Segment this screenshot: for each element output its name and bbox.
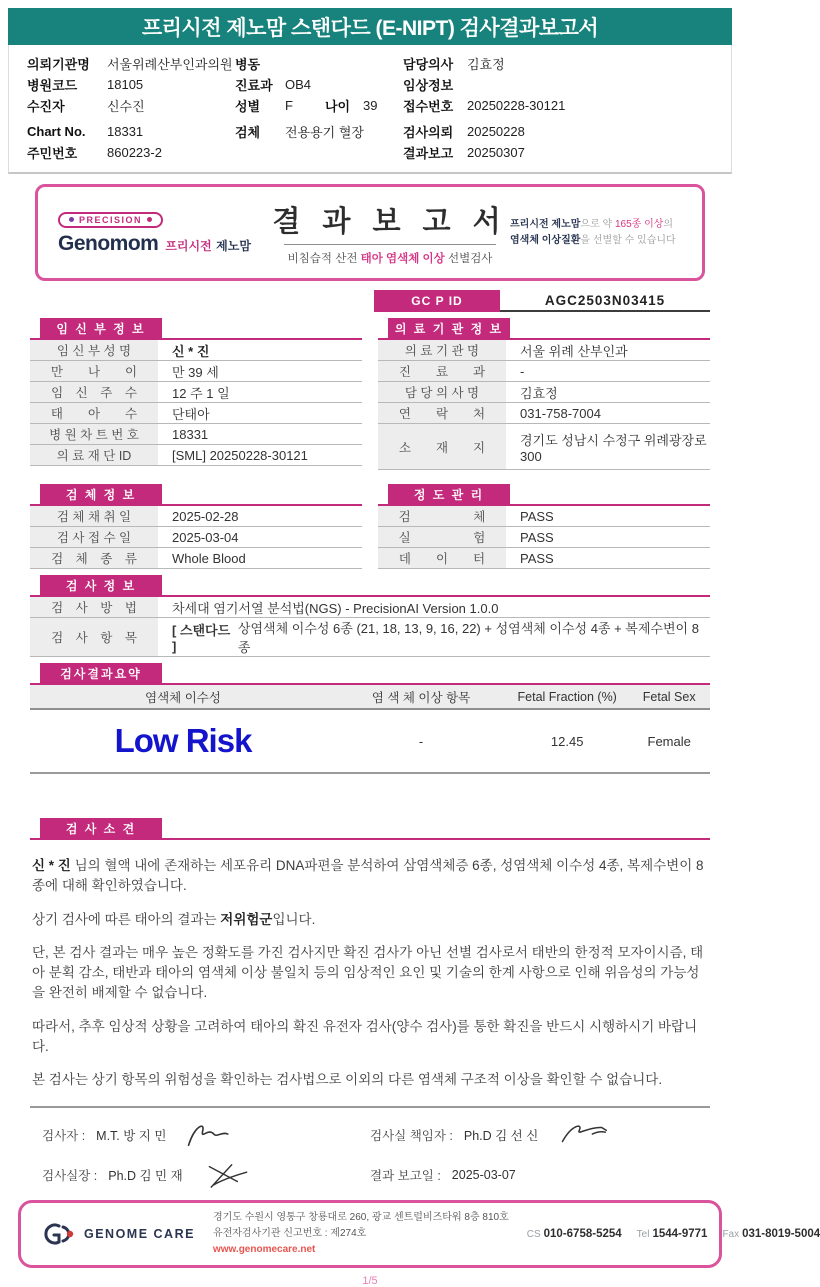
- info-row: 진 료 과 -: [378, 361, 710, 382]
- summary-col-header: Fetal Fraction (%): [517, 689, 617, 704]
- result-abnormal-item: -: [418, 733, 424, 749]
- field-value: OB4: [285, 77, 312, 92]
- badge-dot-icon: [69, 217, 74, 222]
- gcpid-value: AGC2503N03415: [500, 290, 710, 312]
- result-low-risk: Low Risk: [114, 722, 252, 759]
- field-label: 결과보고: [403, 146, 454, 161]
- field-label: 주민번호: [27, 146, 78, 161]
- section-chip: 검 사 정 보: [40, 575, 162, 595]
- footer-address: 경기도 수원시 영통구 창룡대로 260, 광교 센트럴비즈타워 8층 810호 유전자검사기관 신고번호 : 제274호 www.genomecare.net: [212, 1212, 509, 1256]
- section-chip: 임 신 부 정 보: [40, 318, 162, 338]
- signature-icon: [200, 1159, 256, 1191]
- footer-box: [18, 1200, 820, 1268]
- patient-info-panel: [8, 45, 732, 174]
- field-label: 의뢰기관명: [27, 57, 90, 72]
- summary-col-header: 염색체 이수성: [145, 690, 221, 705]
- summary-col-header: 염 색 체 이상 항목: [371, 690, 471, 705]
- result-fetal-fraction: 12.45: [550, 733, 584, 749]
- title-divider: [284, 244, 496, 245]
- footer-company-name: GENOME CARE: [84, 1227, 195, 1242]
- section-mother-info: [30, 312, 362, 470]
- info-row: 검 사 항 목 [ 스탠다드 ] 상염색체 이수성 6종 (21, 18, 13, 9, 16, 22) + 성염색체 이수성 4종 + 복제수변이 8종: [30, 618, 710, 657]
- info-row: 데 이 터 PASS: [378, 548, 710, 569]
- field-value: 20250307: [467, 145, 525, 160]
- info-row: 태 아 수 단태아: [30, 403, 362, 424]
- field-label: 접수번호: [403, 99, 454, 114]
- field-label: 진료과: [235, 78, 273, 93]
- info-row: 소 재 지 경기도 성남시 수정구 위례광장로 300: [378, 424, 710, 470]
- signature-director: 검사실 책임자 : Ph.D 김 선 신: [370, 1118, 698, 1152]
- summary-result-row: [30, 710, 710, 774]
- brand-name: Genomom: [58, 231, 159, 255]
- footer-website-link[interactable]: www.genomecare.net: [212, 1244, 316, 1256]
- genomecare-logo: [43, 1221, 195, 1247]
- info-row: 만 나 이 만 39 세: [30, 361, 362, 382]
- opinion-paragraph: 본 검사는 상기 항목의 위험성을 확인하는 검사법으로 이외의 다른 염색체 구조적 이상을 확인할 수 없습니다.: [32, 1072, 663, 1087]
- field-value: 20250228: [467, 124, 525, 139]
- info-row: 검 사 접 수 일 2025-03-04: [30, 527, 362, 548]
- field-value: 전용용기 혈장: [285, 125, 364, 140]
- info-row: 검 사 방 법 차세대 염기서열 분석법(NGS) - PrecisionAI Version 1.0.0: [30, 597, 710, 618]
- signature-block: [30, 1106, 710, 1192]
- info-row: 담 당 의 사 명 김효정: [378, 382, 710, 403]
- opinion-paragraph: 따라서, 추후 임상적 상황을 고려하여 태아의 확진 유전자 검사(양수 검사)를 통한 확진을 반드시 시행하시기 바랍니다.: [32, 1018, 698, 1054]
- report-note: 프리시전 제노맘으로 약 165종 이상의 염색체 이상질환을 선별할 수 있습니다: [510, 219, 676, 246]
- report-header-box: [35, 184, 705, 281]
- footer-contacts: CS 010-6758-5254 Tel 1544-9771 Fax 031-8019-5004: [526, 1228, 820, 1241]
- patient-info-col2: [235, 53, 403, 163]
- info-row: 임 신 부 성 명 신 * 진: [30, 340, 362, 361]
- info-row: 검 체 종 류 Whole Blood: [30, 548, 362, 569]
- field-value: 39: [363, 98, 378, 113]
- report-title-center: [270, 199, 510, 266]
- section-test-info: [30, 577, 710, 657]
- section-chip: 검사결과요약: [40, 663, 162, 683]
- opinion-paragraph: 신 * 진 님의 혈액 내에 존재하는 세포유리 DNA파편을 분석하여 삼염색체증 6종, 성염색체 이수성 4종, 복제수변이 8종에 대해 확인하였습니다.: [32, 858, 704, 894]
- genomom-logo: [58, 209, 270, 256]
- report-date: 결과 보고일 : 2025-03-07: [370, 1168, 516, 1184]
- info-row: 연 락 처 031-758-7004: [378, 403, 710, 424]
- report-title: 프리시전 제노맘 스탠다드 (E-NIPT) 검사결과보고서: [141, 16, 599, 40]
- field-label: 검사의뢰: [403, 125, 454, 140]
- precision-badge: PRECISION: [58, 212, 163, 228]
- info-row: 검 체 PASS: [378, 506, 710, 527]
- field-label: 병동: [235, 57, 261, 72]
- page-number: 1/5: [362, 1275, 378, 1287]
- section-chip: 검 사 소 견: [40, 818, 162, 838]
- patient-info-col3: [403, 53, 713, 163]
- genomecare-mark-icon: [43, 1221, 77, 1247]
- report-title-bar: [8, 8, 732, 45]
- info-row: 병 원 차 트 번 호 18331: [30, 424, 362, 445]
- field-value: 18105: [107, 77, 144, 92]
- info-row: 실 험 PASS: [378, 527, 710, 548]
- info-row: 임 신 주 수 12 주 1 일: [30, 382, 362, 403]
- brand-kr: 제노맘: [216, 238, 251, 253]
- section-chip: 검 체 정 보: [40, 484, 162, 504]
- signature-icon: [183, 1119, 239, 1151]
- field-value: 김효정: [467, 57, 505, 72]
- section-opinion: [30, 820, 710, 1090]
- field-label: 담당의사: [403, 57, 454, 72]
- signature-icon: [555, 1119, 611, 1151]
- opinion-paragraph: 상기 검사에 따른 태아의 결과는 저위험군입니다.: [32, 911, 316, 927]
- patient-info-col1: [27, 53, 235, 163]
- opinion-paragraph: 단, 본 검사 결과는 매우 높은 정확도를 가진 검사지만 확진 검사가 아닌 선별 검사로서 태반의 한정적 모자이시즘, 태아 분획 감소, 태반과 태아의 염색체 이상 불일치 등의 임상적인 요인 및 기술의 한계 사항으로 인해 위음성의 가능성을 완전히 배제할 수 없습니다.: [32, 944, 704, 1001]
- field-label: 병원코드: [27, 78, 78, 93]
- field-value: F: [285, 98, 293, 113]
- field-value: 서울위례산부인과의원: [107, 57, 233, 72]
- brand-kr-accent: 프리시전: [165, 238, 212, 253]
- section-clinic-info: [378, 312, 710, 470]
- section-qc: [378, 478, 710, 569]
- summary-col-header: Fetal Sex: [642, 689, 696, 704]
- summary-header-row: [30, 685, 710, 710]
- field-label: 임상정보: [403, 78, 454, 93]
- field-label: 성별: [235, 99, 261, 114]
- signature-examiner: 검사자 : M.T. 방 지 민: [42, 1118, 370, 1152]
- section-chip: 정 도 관 리: [388, 484, 510, 504]
- info-row: 검 체 채 취 일 2025-02-28: [30, 506, 362, 527]
- section-chip: 의 료 기 관 정 보: [388, 318, 510, 338]
- field-value: 신수진: [107, 99, 145, 114]
- section-specimen-info: [30, 478, 362, 569]
- section-summary: [30, 665, 710, 774]
- report-subtitle: 비침습적 산전 태아 염색체 이상 선별검사: [287, 253, 493, 265]
- field-label: 검체: [235, 125, 261, 140]
- info-row: 의 료 기 관 명 서울 위례 산부인과: [378, 340, 710, 361]
- field-label: 수진자: [27, 99, 65, 114]
- field-value: 860223-2: [107, 145, 162, 160]
- field-label: Chart No.: [27, 124, 86, 139]
- gcpid-row: [374, 290, 710, 312]
- result-fetal-sex: Female: [647, 733, 691, 749]
- signature-lab-head: 검사실장 : Ph.D 김 민 재: [42, 1158, 370, 1192]
- badge-dot-icon: [147, 217, 152, 222]
- info-row: 의 료 재 단 ID [SML] 20250228-30121: [30, 445, 362, 466]
- gcpid-label: GC P ID: [374, 290, 500, 312]
- field-value: 20250228-30121: [467, 98, 566, 113]
- field-value: 18331: [107, 124, 144, 139]
- field-label: 나이: [325, 99, 351, 114]
- report-box-title: 결 과 보 고 서: [272, 206, 508, 238]
